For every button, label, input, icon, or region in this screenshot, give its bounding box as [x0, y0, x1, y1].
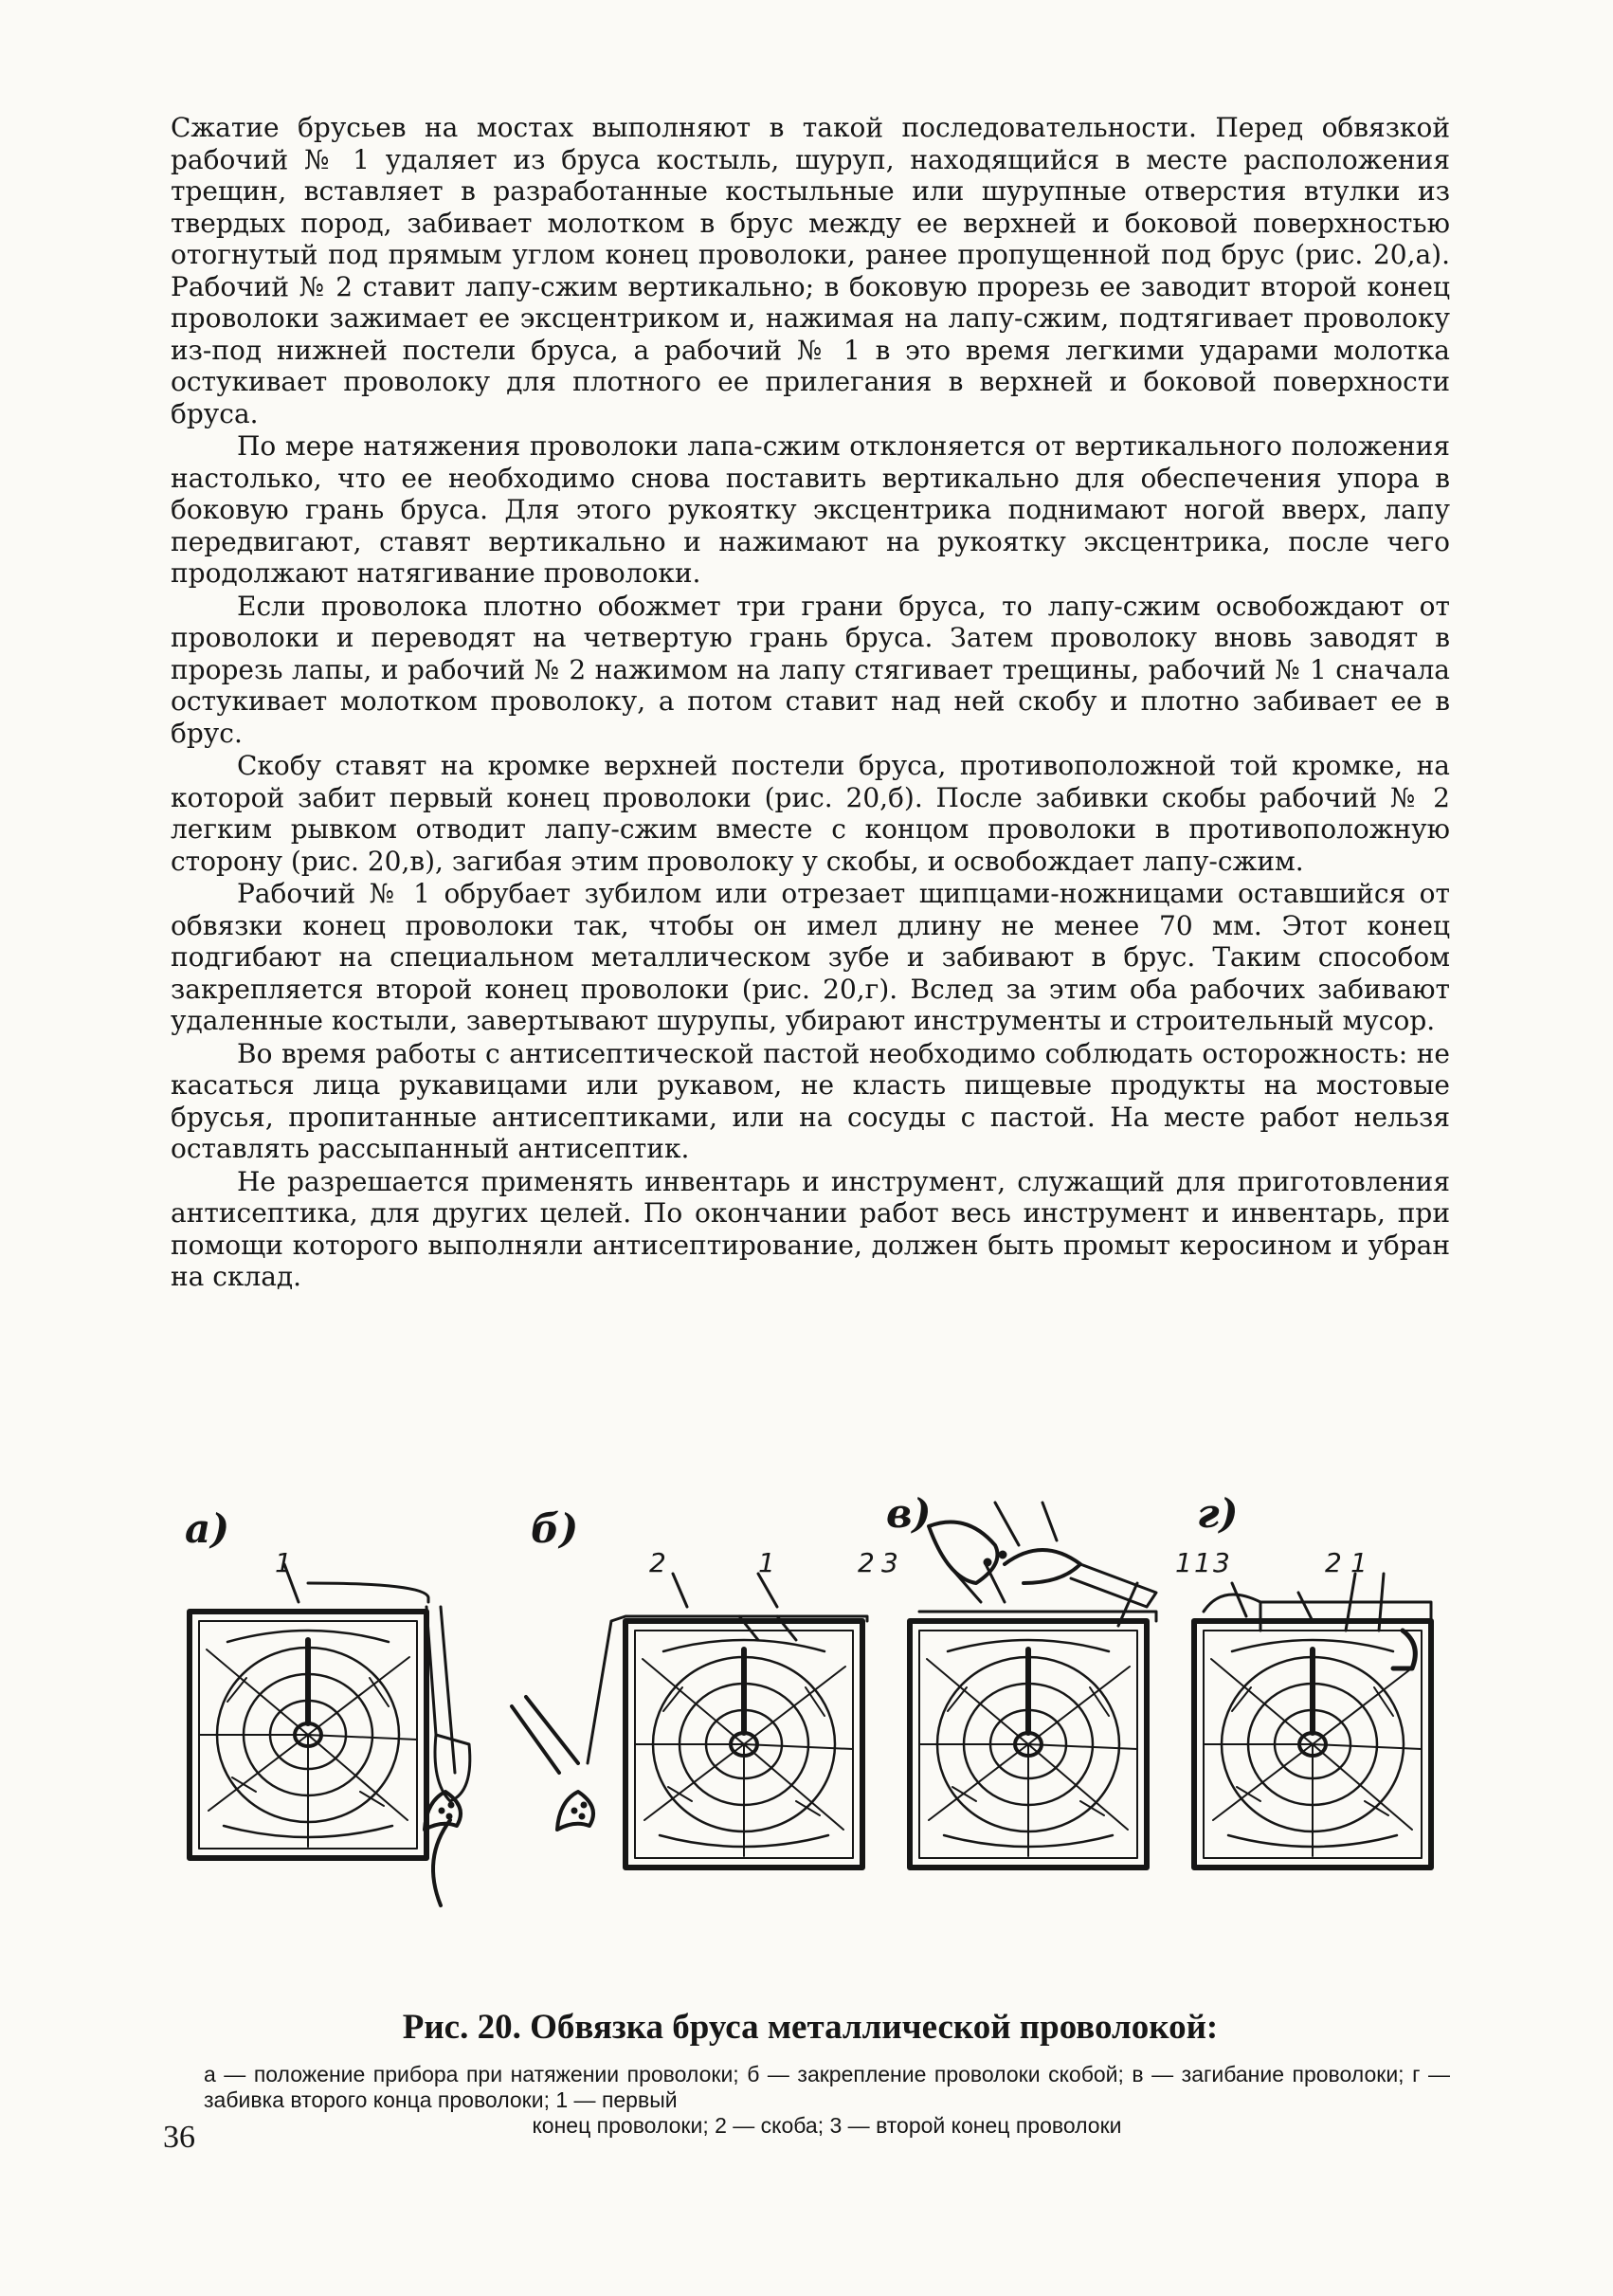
callout-g-1b: 1 — [1350, 1547, 1368, 1578]
panel-a-drawing — [190, 1564, 470, 1905]
figure-caption-legend — [204, 2062, 1450, 2139]
paragraph-7: Не разрешается применять инвентарь и инструмент, служащий для приготовления антисептика, для других целей. По окончании работ весь инструмент и инвентарь, при помощи которого выполняли антисептирование, должен быть промыт керосином и убран на склад. — [171, 1165, 1450, 1292]
paragraph-2: По мере натяжения проволоки лапа-сжим отклоняется от вертикального положения настолько, что ее необходимо снова поставить вертикально для обеспечения упора в боковую грань бруса. Для этого рукоятку эксцентрика поднимают ногой вверх, лапу передвигают, ставят вертикально и нажимают на рукоятку эксцентрика, после чего продолжают натягивание проволоки. — [171, 430, 1450, 589]
paragraph-1: Сжатие брусьев на мостах выполняют в такой последовательности. Перед обвязкой рабочий № 1 удаляет из бруса костыль, шуруп, находящийся в месте расположения трещин, вставляет в разработанные костыльные или шурупные отверстия втулки из твердых пород, забивает молотком в брус между ее верхней и боковой поверхностью отогнутый под прямым углом конец проволоки, ранее пропущенной под брус (рис. 20,а). Рабочий № 2 ставит лапу-сжим вертикально; в боковую прорезь ее заводит второй конец проволоки зажимает ее эксцентриком и, нажимая на лапу-сжим, подтягивает проволоку из-под нижней постели бруса, а рабочий № 1 в это время легкими ударами молотка остукивает проволоку для плотного ее прилегания в верхней и боковой поверхности бруса. — [171, 112, 1450, 429]
panel-label-v: в) — [886, 1490, 932, 1537]
paragraph-4: Скобу ставят на кромке верхней постели бруса, противоположной той кромке, на которой забит первый конец проволоки (рис. 20,б). После забивки скобы рабочий № 2 легким рывком отводит лапу-сжим вместе с концом проволоки в противоположную сторону (рис. 20,в), загибая этим проволоку у скобы, и освобождает лапу-сжим. — [171, 750, 1450, 877]
panel-b-drawing — [512, 1574, 867, 1868]
callout-g-3: 3 — [1213, 1547, 1230, 1578]
callout-g-2: 2 — [1325, 1547, 1342, 1578]
callout-v-3: 3 — [881, 1547, 898, 1578]
callout-b-1: 1 — [758, 1547, 775, 1578]
paragraph-6: Во время работы с антисептической пастой необходимо соблюдать осторожность: не касаться лица рукавицами или рукавом, не класть пищевые продукты на мостовые брусья, пропитанные антисептиками, или на сосуды с пастой. На месте работ нельзя оставлять рассыпанный антисептик. — [171, 1037, 1450, 1164]
caption-legend-line-1: а — положение прибора при натяжении проволоки; б — закрепление проволоки скобой; в — загибание проволоки; г — забивка второго конца проволоки; 1 — первый — [204, 2062, 1450, 2112]
figure-20 — [171, 1488, 1450, 1981]
figure-drawing — [171, 1488, 1450, 1981]
paragraph-5: Рабочий № 1 обрубает зубилом или отрезает щипцами-ножницами оставшийся от обвязки конец проволоки так, чтобы он имел длину не менее 70 мм. Этот конец подгибают на специальном металлическом зубе и забивают в брус. Таким способом закрепляется второй конец проволоки (рис. 20,г). Вслед за этим оба рабочих забивают удаленные костыли, завертывают шурупы, убирают инструменты и строительный мусор. — [171, 878, 1450, 1036]
callout-b-2: 2 — [649, 1547, 666, 1578]
panel-label-a: а) — [185, 1505, 230, 1552]
paragraph-3: Если проволока плотно обожмет три грани бруса, то лапу-сжим освобождают от проволоки и переводят на четвертую грань бруса. Затем проволоку вновь заводят в прорезь лапы, и рабочий № 2 нажимом на лапу стягивает трещины, рабочий № 1 сначала остукивает молотком проволоку, а потом ставит над ней скобу и плотно забивает ее в брус. — [171, 590, 1450, 749]
panel-g-drawing — [1194, 1574, 1431, 1868]
panel-v-drawing — [910, 1503, 1156, 1868]
panel-label-g: г) — [1197, 1490, 1239, 1537]
callout-a-1: 1 — [275, 1547, 292, 1578]
callout-v-2: 2 — [858, 1547, 875, 1578]
panel-label-b: б) — [531, 1505, 579, 1552]
body-text — [171, 112, 1450, 1293]
caption-legend-line-2: конец проволоки; 2 — скоба; 3 — второй конец проволоки — [532, 2113, 1122, 2138]
figure-caption-title: Рис. 20. Обвязка бруса металлической проволокой: — [402, 2008, 1219, 2047]
callout-g-1: 1 — [1194, 1547, 1211, 1578]
page-number: 36 — [163, 2120, 195, 2155]
callout-v-1: 1 — [1175, 1547, 1192, 1578]
